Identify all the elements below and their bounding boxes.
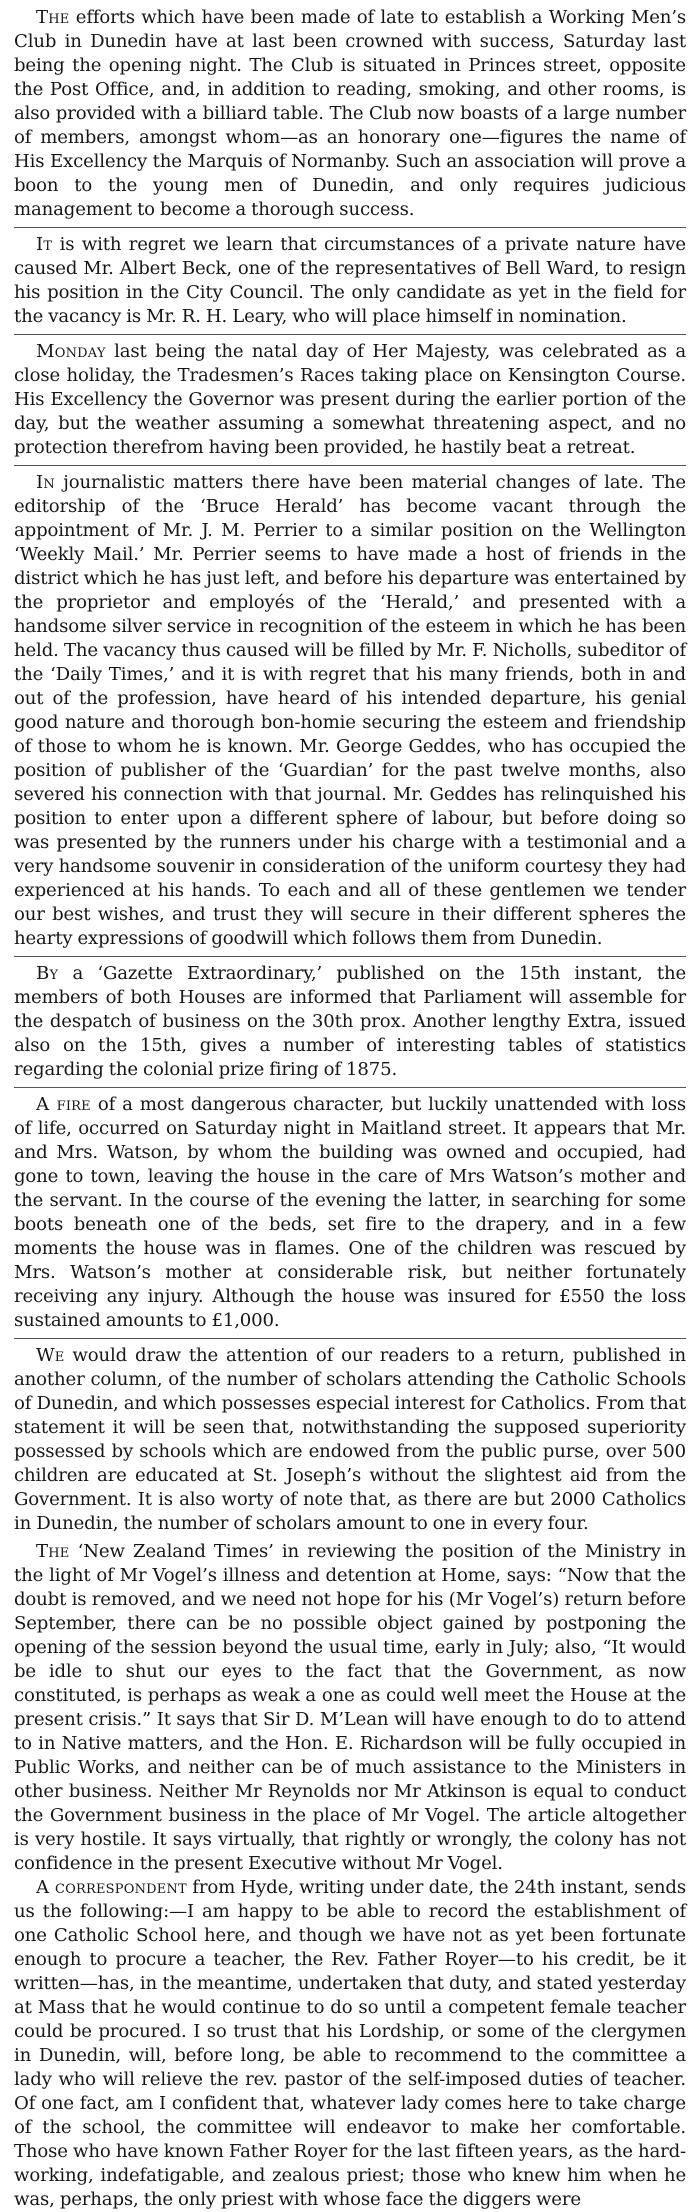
paragraph-albert-beck-resignation xyxy=(14,233,686,329)
paragraph-lead: Monday xyxy=(36,341,106,362)
paragraph-lead: By xyxy=(36,963,59,984)
paragraph-text: last being the natal day of Her Majesty, was celebrated as a close holiday, the Tradesmen’s Races taking place on Kensington Course. His Excellency the Governor was present during the earlier portion of the day, but the weather assuming a somewhat threatening aspect, and no protection therefrom having been provided, he hastily beat a retreat. xyxy=(14,341,686,458)
column-rule xyxy=(14,956,686,957)
paragraph-text: from Hyde, writing under date, the 24th instant, sends us the following:—I am happy to be able to record the establishment of one Catholic School here, and though we have not as yet been fortunate enough to procure a teacher, the Rev. Father Royer—to his credit, be it written—has, in the meantime, undertaken that duty, and stated yesterday at Mass that he would continue to do so until a competent female teacher could be procured. I so trust that his Lordship, or some of the clergymen in Dunedin, will, before long, be able to recommend to the committee a lady who will relieve the rev. pastor of the self-imposed duties of teacher. Of one fact, am I confident that, whatever lady comes here to take charge of the school, the committee will endeavor to make her comfortable. Those who have known Father Royer for the last fifteen years, as the hard-working, indefatigable, and zealous priest; those who knew him when he was, perhaps, the only priest with whose face the diggers were xyxy=(14,1877,686,2210)
paragraph-lead: The xyxy=(36,1541,70,1562)
paragraph-text: journalistic matters there have been material changes of late. The editorship of the ‘Bruce Herald’ has become vacant through the appointment of Mr. J. M. Perrier to a similar position on the Wellington ‘Weekly Mail.’ Mr. Perrier seems to have made a host of friends in the district which he has just left, and before his departure was entertained by the proprietor and employés of the ‘Herald,’ and presented with a handsome silver service in recognition of the esteem in which he has been held. The vacancy thus caused will be filled by Mr. F. Nicholls, subeditor of the ‘Daily Times,’ and it is with regret that his many friends, both in and out of the profession, have heard of his intended departure, his genial good nature and thorough bon-homie securing the esteem and friendship of those to whom he is known. Mr. George Geddes, who has occupied the position of publisher of the ‘Guardian’ for the past twelve months, also severed his connection with that journal. Mr. Geddes has relinquished his position to enter upon a different sphere of labour, but before doing so was presented by the runners under his charge with a testimonial and a very handsome souvenir in consideration of the uniform courtesy they had experienced at his hands. To each and all of these gentlemen we tender our best wishes, and trust they will secure in their different spheres the hearty expressions of goodwill which follows them from Dunedin. xyxy=(14,472,686,949)
paragraph-lead: It xyxy=(36,234,53,255)
paragraph-maitland-street-fire xyxy=(14,1093,686,1333)
paragraph-lead: A fire xyxy=(36,1094,91,1115)
paragraph-text: ‘New Zealand Times’ in reviewing the position of the Ministry in the light of Mr Vogel’s illness and detention at Home, says: “Now that the doubt is removed, and we need not hope for his (Mr Vogel’s) return before September, there can be no possible object gained by postponing the opening of the session beyond the usual time, early in July; also, “It would be idle to shut our eyes to the fact that the Government, as now constituted, is perhaps as weak a one as could well meet the House at the present crisis.” It says that Sir D. M’Lean will have enough to do to attend to in Native matters, and the Hon. E. Richardson will be fully occupied in Public Works, and neither can be of much assistance to the Ministers in other business. Neither Mr Reynolds nor Mr Atkinson is equal to conduct the Government business in the place of Mr Vogel. The article altogether is very hostile. It says virtually, that rightly or wrongly, the colony has not confidence in the present Executive without Mr Vogel. xyxy=(14,1541,686,1874)
paragraph-lead: The xyxy=(36,7,70,28)
paragraph-journalistic-changes xyxy=(14,471,686,951)
column-rule xyxy=(14,1087,686,1088)
paragraph-lead: A correspondent xyxy=(36,1877,187,1898)
paragraph-new-zealand-times-review xyxy=(14,1540,686,1876)
column-rule xyxy=(14,465,686,466)
paragraph-text: a ‘Gazette Extraordinary,’ published on the 15th instant, the members of both Houses are informed that Parliament will assemble for the despatch of business on the 30th prox. Another lengthy Extra, issued also on the 15th, gives a number of interesting tables of statistics regarding the colonial prize firing of 1875. xyxy=(14,963,686,1080)
paragraph-natal-day-holiday xyxy=(14,340,686,460)
newspaper-column xyxy=(14,0,686,2212)
paragraph-text: would draw the attention of our readers to a return, published in another column, of the number of scholars attending the Catholic Schools of Dunedin, and which possesses especial interest for Catholics. From that statement it will be seen that, notwithstanding the supposed superiority possessed by schools which are endowed from the public purse, over 500 children are educated at St. Joseph’s without the slightest aid from the Government. It is also worty of note that, as there are but 2000 Catholics in Dunedin, the number of scholars amount to one in every four. xyxy=(14,1345,686,1534)
paragraph-lead: We xyxy=(36,1345,65,1366)
column-rule xyxy=(14,1338,686,1339)
paragraph-lead: In xyxy=(36,472,55,493)
column-rule xyxy=(14,334,686,335)
paragraph-text: is with regret we learn that circumstances of a private nature have caused Mr. Albert Beck, one of the representatives of Bell Ward, to resign his position in the City Council. The only candidate as yet in the field for the vacancy is Mr. R. H. Leary, who will place himself in nomination. xyxy=(14,234,686,327)
paragraph-catholic-schools-return xyxy=(14,1344,686,1536)
paragraph-text: of a most dangerous character, but luckily unattended with loss of life, occurred on Saturday night in Maitland street. It appears that Mr. and Mrs. Watson, by whom the building was owned and occupied, had gone to town, leaving the house in the care of Mrs Watson’s mother and the servant. In the course of the evening the latter, in searching for some boots beneath one of the beds, set fire to the drapery, and in a few moments the house was in flames. One of the children was rescued by Mrs. Watson’s mother at considerable risk, but neither fortunately receiving any injury. Although the house was insured for £550 the loss sustained amounts to £1,000. xyxy=(14,1094,687,1331)
paragraph-text: efforts which have been made of late to establish a Working Men’s Club in Dunedin have at last been crowned with success, Saturday last being the opening night. The Club is situated in Princes street, opposite the Post Office, and, in addition to reading, smoking, and other rooms, is also provided with a billiard table. The Club now boasts of a large number of members, amongst whom—as an honorary one—figures the name of His Excellency the Marquis of Normanby. Such an association will prove a boon to the young men of Dunedin, and only requires judicious management to become a thorough success. xyxy=(14,7,686,220)
paragraph-gazette-extraordinary xyxy=(14,962,686,1082)
column-rule xyxy=(14,227,686,228)
paragraph-working-mens-club xyxy=(14,6,686,222)
paragraph-hyde-correspondent xyxy=(14,1876,686,2212)
